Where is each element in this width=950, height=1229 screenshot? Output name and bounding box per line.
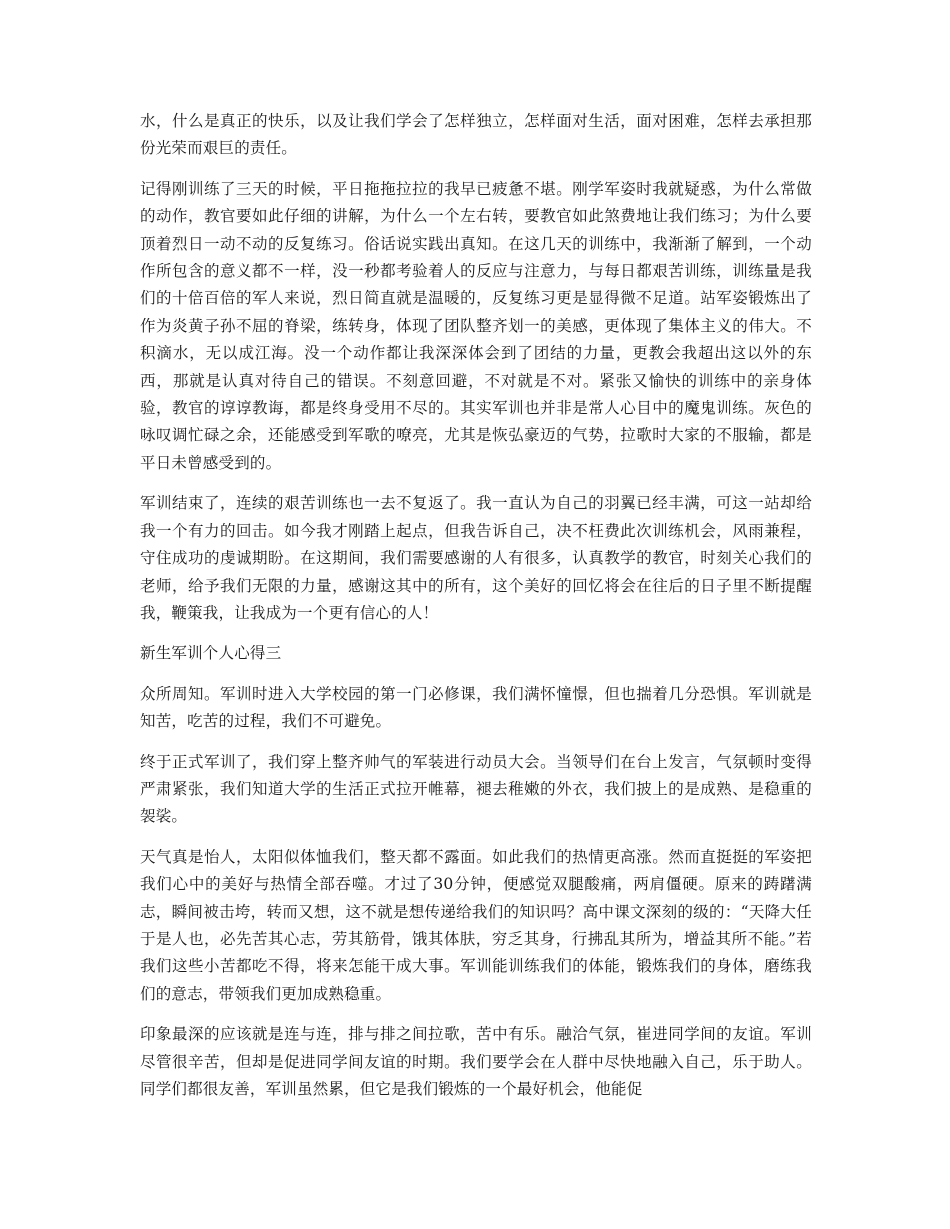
paragraph-6: 天气真是怡人，太阳似体恤我们，整天都不露面。如此我们的热情更高涨。然而直挺挺的军姿把我们心中的美好与热情全部吞噬。才过了30分钟，便感觉双腿酸痛，两肩僵硬。原来的踌躇满志，瞬间被击垮，转而又想，这不就是想传递给我们的知识吗？高中课文深刻的级的：“天降大任于是人也，必先苦其心志，劳其筋骨，饿其体肤，穷乏其身，行拂乱其所为，增益其所不能。”若我们这些小苦都吃不得，将来怎能干成大事。军训能训练我们的体能，锻炼我们的身体，磨练我们的意志，带领我们更加成熟稳重。 bbox=[140, 847, 812, 1003]
paragraph-4: 众所周知。军训时进入大学校园的第一门必修课，我们满怀憧憬，但也揣着几分恐惧。军训就是知苦，吃苦的过程，我们不可避免。 bbox=[140, 684, 812, 731]
paragraph-5: 终于正式军训了，我们穿上整齐帅气的军装进行动员大会。当领导们在台上发言，气氛顿时变得严肃紧张，我们知道大学的生活正式拉开帷幕，褪去稚嫩的外衣，我们披上的是成熟、是稳重的袈裟。 bbox=[140, 752, 812, 826]
document-page bbox=[140, 108, 812, 1116]
paragraph-3: 军训结束了，连续的艰苦训练也一去不复返了。我一直认为自己的羽翼已经丰满，可这一站却给我一个有力的回击。如今我才刚踏上起点，但我告诉自己，决不枉费此次训练机会，风雨兼程，守住成功的虔诚期盼。在这期间，我们需要感谢的人有很多，认真教学的教官，时刻关心我们的老师，给予我们无限的力量，感谢这其中的所有，这个美好的回忆将会在往后的日子里不断提醒我，鞭策我，让我成为一个更有信心的人！ bbox=[140, 494, 812, 622]
section-heading: 新生军训个人心得三 bbox=[140, 644, 282, 663]
paragraph-1: 水，什么是真正的快乐，以及让我们学会了怎样独立，怎样面对生活，面对困难，怎样去承担那份光荣而艰巨的责任。 bbox=[140, 112, 812, 158]
paragraph-7: 印象最深的应该就是连与连，排与排之间拉歌，苦中有乐。融洽气氛，崔进同学间的友谊。军训尽管很辛苦，但却是促进同学间友谊的时期。我们要学会在人群中尽快地融入自己，乐于助人。同学们都很友善，军训虽然累，但它是我们锻炼的一个最好机会，他能促 bbox=[140, 1025, 812, 1098]
paragraph-2: 记得刚训练了三天的时候，平日拖拖拉拉的我早已疲惫不堪。刚学军姿时我就疑惑，为什么常做的动作，教官要如此仔细的讲解，为什么一个左右转，要教官如此煞费地让我们练习；为什么要顶着烈日一动不动的反复练习。俗话说实践出真知。在这几天的训练中，我渐渐了解到，一个动作所包含的意义都不一样，没一秒都考验着人的反应与注意力，与每日都艰苦训练，训练量是我们的十倍百倍的军人来说，烈日简直就是温暖的，反复练习更是显得微不足道。站军姿锻炼出了作为炎黄子孙不屈的脊梁，练转身，体现了团队整齐划一的美感，更体现了集体主义的伟大。不积滴水，无以成江海。没一个动作都让我深深体会到了团结的力量，更教会我超出这以外的东西，那就是认真对待自己的错误。不刻意回避，不对就是不对。紧张又愉快的训练中的亲身体验，教官的谆谆教诲，都是终身受用不尽的。其实军训也并非是常人心目中的魔鬼训练。灰色的咏叹调忙碌之余，还能感受到军歌的嘹亮，尤其是恢弘豪迈的气势，拉歌时大家的不服输，都是平日未曾感受到的。 bbox=[140, 179, 812, 472]
